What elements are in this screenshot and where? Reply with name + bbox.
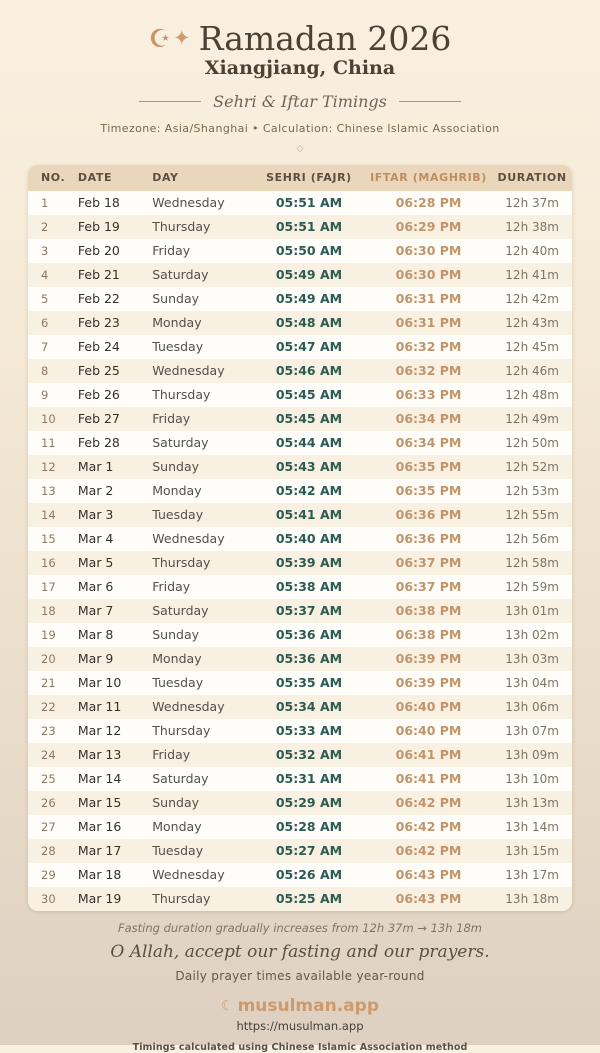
row-day: Saturday: [152, 771, 209, 787]
table-row: [28, 575, 572, 599]
row-iftar-time: 06:35 PM: [395, 483, 462, 499]
row-date: Feb 18: [77, 195, 120, 211]
row-number: 19: [41, 627, 56, 642]
table-row: [28, 359, 572, 383]
table-body: [28, 191, 572, 911]
row-date: Mar 15: [77, 795, 122, 811]
row-number: 28: [41, 843, 56, 858]
row-number: 8: [41, 363, 49, 378]
diamond-ornament-icon: ◇: [296, 143, 304, 154]
row-number: 22: [41, 699, 56, 714]
table-header-row: [28, 165, 572, 191]
row-date: Mar 3: [77, 507, 114, 523]
table-row: [28, 383, 572, 407]
row-number: 23: [41, 723, 56, 738]
row-date: Mar 14: [77, 771, 122, 787]
brand-name: musulman.app: [237, 995, 379, 1016]
row-date: Mar 10: [77, 675, 122, 691]
row-sehri-time: 05:51 AM: [275, 219, 343, 235]
page-title: Ramadan 2026: [198, 19, 452, 58]
dua-text: O Allah, accept our fasting and our prayers.: [110, 941, 490, 962]
row-date: Mar 19: [77, 891, 122, 907]
row-duration: 13h 06m: [505, 699, 559, 714]
row-date: Feb 25: [77, 363, 120, 379]
table-row: [28, 671, 572, 695]
row-number: 16: [41, 555, 56, 570]
row-number: 12: [41, 459, 56, 474]
row-number: 17: [41, 579, 56, 594]
row-day: Monday: [152, 483, 202, 499]
row-duration: 12h 55m: [505, 507, 559, 522]
row-number: 11: [41, 435, 56, 450]
row-number: 29: [41, 867, 56, 882]
row-duration: 12h 37m: [505, 195, 559, 210]
row-number: 5: [41, 291, 49, 306]
row-day: Friday: [152, 243, 191, 259]
row-iftar-time: 06:41 PM: [395, 771, 462, 787]
four-point-star-icon: ✦: [173, 26, 191, 50]
row-duration: 12h 50m: [505, 435, 559, 450]
table-row: [28, 455, 572, 479]
row-date: Mar 11: [77, 699, 122, 715]
table-row: [28, 767, 572, 791]
row-day: Saturday: [152, 435, 209, 451]
row-date: Feb 21: [77, 267, 120, 283]
row-number: 15: [41, 531, 56, 546]
row-day: Thursday: [152, 387, 211, 403]
row-duration: 12h 38m: [505, 219, 559, 234]
row-iftar-time: 06:31 PM: [395, 315, 462, 331]
row-number: 9: [41, 387, 49, 402]
row-date: Feb 20: [77, 243, 120, 259]
star-and-crescent-icon: ☪: [148, 24, 172, 53]
row-iftar-time: 06:39 PM: [395, 651, 462, 667]
row-day: Sunday: [152, 795, 200, 811]
row-day: Wednesday: [152, 867, 225, 883]
row-duration: 12h 45m: [505, 339, 559, 354]
subtitle: Sehri & Iftar Timings: [213, 91, 387, 111]
row-duration: 13h 04m: [505, 675, 559, 690]
row-day: Monday: [152, 315, 202, 331]
row-date: Mar 4: [77, 531, 114, 547]
table-head: [28, 165, 572, 191]
page-footer: [0, 921, 600, 1053]
table-row: [28, 479, 572, 503]
row-day: Saturday: [152, 603, 209, 619]
table-row: [28, 263, 572, 287]
row-date: Mar 2: [77, 483, 114, 499]
row-date: Mar 1: [77, 459, 114, 475]
row-duration: 12h 48m: [505, 387, 559, 402]
row-iftar-time: 06:41 PM: [395, 747, 462, 763]
row-duration: 12h 52m: [505, 459, 559, 474]
row-date: Mar 18: [77, 867, 122, 883]
row-date: Feb 26: [77, 387, 120, 403]
row-duration: 12h 56m: [505, 531, 559, 546]
table-row: [28, 695, 572, 719]
row-duration: 12h 41m: [505, 267, 559, 282]
row-sehri-time: 05:45 AM: [275, 387, 343, 403]
row-number: 18: [41, 603, 56, 618]
row-duration: 12h 58m: [505, 555, 559, 570]
page-header: [0, 0, 600, 154]
row-number: 21: [41, 675, 56, 690]
col-header-no: NO.: [28, 165, 78, 191]
row-day: Friday: [152, 411, 191, 427]
crescent-moon-icon: ☾: [221, 997, 234, 1014]
row-number: 27: [41, 819, 56, 834]
row-sehri-time: 05:42 AM: [275, 483, 343, 499]
row-day: Monday: [152, 819, 202, 835]
row-number: 25: [41, 771, 56, 786]
row-duration: 13h 02m: [505, 627, 559, 642]
row-number: 1: [41, 195, 49, 210]
col-header-iftar: IFTAR (MAGHRIB): [365, 165, 493, 191]
table-row: [28, 863, 572, 887]
row-iftar-time: 06:36 PM: [395, 531, 462, 547]
row-iftar-time: 06:31 PM: [395, 291, 462, 307]
row-iftar-time: 06:30 PM: [395, 243, 462, 259]
row-duration: 13h 10m: [505, 771, 559, 786]
divider-line-left: [139, 101, 201, 102]
row-day: Wednesday: [152, 699, 225, 715]
row-sehri-time: 05:32 AM: [275, 747, 343, 763]
row-date: Mar 13: [77, 747, 122, 763]
row-day: Friday: [152, 579, 191, 595]
table-row: [28, 551, 572, 575]
table-row: [28, 311, 572, 335]
row-sehri-time: 05:39 AM: [275, 555, 343, 571]
row-duration: 12h 53m: [505, 483, 559, 498]
row-day: Thursday: [152, 891, 211, 907]
row-iftar-time: 06:34 PM: [395, 411, 462, 427]
col-header-sehri: SEHRI (FAJR): [253, 165, 365, 191]
divider-line-right: [399, 101, 461, 102]
row-iftar-time: 06:42 PM: [395, 843, 462, 859]
row-sehri-time: 05:35 AM: [275, 675, 343, 691]
row-sehri-time: 05:49 AM: [275, 267, 343, 283]
row-iftar-time: 06:40 PM: [395, 699, 462, 715]
row-date: Mar 8: [77, 627, 114, 643]
row-iftar-time: 06:36 PM: [395, 507, 462, 523]
row-day: Thursday: [152, 723, 211, 739]
brand-link[interactable]: [0, 996, 600, 1016]
row-iftar-time: 06:42 PM: [395, 819, 462, 835]
row-number: 4: [41, 267, 49, 282]
row-date: Mar 7: [77, 603, 114, 619]
row-iftar-time: 06:43 PM: [395, 867, 462, 883]
table-row: [28, 815, 572, 839]
row-duration: 12h 42m: [505, 291, 559, 306]
row-date: Mar 16: [77, 819, 122, 835]
row-sehri-time: 05:40 AM: [275, 531, 343, 547]
row-sehri-time: 05:50 AM: [275, 243, 343, 259]
row-iftar-time: 06:39 PM: [395, 675, 462, 691]
col-header-duration: DURATION: [492, 165, 572, 191]
calculation-method-note: Timings calculated using Chinese Islamic Association method: [132, 1041, 468, 1053]
row-sehri-time: 05:26 AM: [275, 867, 343, 883]
row-date: Feb 19: [77, 219, 120, 235]
row-day: Sunday: [152, 627, 200, 643]
row-sehri-time: 05:34 AM: [275, 699, 343, 715]
table-row: [28, 599, 572, 623]
col-header-day: DAY: [152, 165, 253, 191]
row-duration: 13h 01m: [505, 603, 559, 618]
row-day: Friday: [152, 747, 191, 763]
row-iftar-time: 06:38 PM: [395, 603, 462, 619]
row-day: Wednesday: [152, 363, 225, 379]
row-iftar-time: 06:42 PM: [395, 795, 462, 811]
row-day: Tuesday: [152, 507, 204, 523]
row-date: Feb 27: [77, 411, 120, 427]
row-iftar-time: 06:28 PM: [395, 195, 462, 211]
row-sehri-time: 05:45 AM: [275, 411, 343, 427]
row-sehri-time: 05:37 AM: [275, 603, 343, 619]
row-number: 10: [41, 411, 56, 426]
table-row: [28, 407, 572, 431]
row-date: Feb 22: [77, 291, 120, 307]
row-number: 30: [41, 891, 56, 906]
row-number: 24: [41, 747, 56, 762]
row-sehri-time: 05:48 AM: [275, 315, 343, 331]
row-sehri-time: 05:43 AM: [275, 459, 343, 475]
availability-text: Daily prayer times available year-round: [175, 968, 425, 983]
row-number: 14: [41, 507, 56, 522]
row-day: Wednesday: [152, 195, 225, 211]
row-iftar-time: 06:29 PM: [395, 219, 462, 235]
row-date: Mar 12: [77, 723, 122, 739]
table-row: [28, 887, 572, 911]
row-iftar-time: 06:32 PM: [395, 339, 462, 355]
row-sehri-time: 05:49 AM: [275, 291, 343, 307]
row-sehri-time: 05:44 AM: [275, 435, 343, 451]
row-duration: 13h 13m: [505, 795, 559, 810]
row-duration: 13h 07m: [505, 723, 559, 738]
row-duration: 13h 03m: [505, 651, 559, 666]
row-date: Mar 5: [77, 555, 114, 571]
row-date: Mar 6: [77, 579, 114, 595]
row-iftar-time: 06:38 PM: [395, 627, 462, 643]
table-row: [28, 527, 572, 551]
row-day: Sunday: [152, 459, 200, 475]
row-day: Wednesday: [152, 531, 225, 547]
row-iftar-time: 06:30 PM: [395, 267, 462, 283]
row-iftar-time: 06:33 PM: [395, 387, 462, 403]
row-sehri-time: 05:28 AM: [275, 819, 343, 835]
table-row: [28, 191, 572, 215]
row-duration: 12h 43m: [505, 315, 559, 330]
row-number: 2: [41, 219, 49, 234]
row-sehri-time: 05:27 AM: [275, 843, 343, 859]
row-number: 20: [41, 651, 56, 666]
row-date: Mar 9: [77, 651, 114, 667]
row-sehri-time: 05:46 AM: [275, 363, 343, 379]
table-row: [28, 431, 572, 455]
row-iftar-time: 06:43 PM: [395, 891, 462, 907]
duration-note: Fasting duration gradually increases from 12h 37m → 13h 18m: [117, 920, 483, 935]
timezone-calculation-meta: Timezone: Asia/Shanghai • Calculation: Chinese Islamic Association: [100, 121, 500, 135]
row-duration: 13h 14m: [505, 819, 559, 834]
row-day: Monday: [152, 651, 202, 667]
row-sehri-time: 05:41 AM: [275, 507, 343, 523]
table-row: [28, 719, 572, 743]
row-duration: 12h 40m: [505, 243, 559, 258]
row-day: Thursday: [152, 555, 211, 571]
row-duration: 12h 46m: [505, 363, 559, 378]
row-sehri-time: 05:25 AM: [275, 891, 343, 907]
row-duration: 13h 09m: [505, 747, 559, 762]
table-row: [28, 839, 572, 863]
row-iftar-time: 06:37 PM: [395, 555, 462, 571]
row-day: Tuesday: [152, 339, 204, 355]
row-duration: 12h 49m: [505, 411, 559, 426]
row-iftar-time: 06:35 PM: [395, 459, 462, 475]
timings-table-card: [28, 165, 572, 911]
row-duration: 12h 59m: [505, 579, 559, 594]
table-row: [28, 791, 572, 815]
col-header-date: DATE: [78, 165, 152, 191]
row-duration: 13h 18m: [505, 891, 559, 906]
row-sehri-time: 05:51 AM: [275, 195, 343, 211]
table-row: [28, 503, 572, 527]
timings-table: [28, 165, 572, 911]
table-row: [28, 623, 572, 647]
row-number: 7: [41, 339, 49, 354]
row-date: Feb 28: [77, 435, 120, 451]
row-number: 26: [41, 795, 56, 810]
row-number: 13: [41, 483, 56, 498]
row-sehri-time: 05:33 AM: [275, 723, 343, 739]
row-sehri-time: 05:47 AM: [275, 339, 343, 355]
row-day: Tuesday: [152, 843, 204, 859]
table-row: [28, 287, 572, 311]
row-day: Tuesday: [152, 675, 204, 691]
row-sehri-time: 05:38 AM: [275, 579, 343, 595]
row-sehri-time: 05:36 AM: [275, 651, 343, 667]
row-duration: 13h 17m: [505, 867, 559, 882]
row-date: Feb 23: [77, 315, 120, 331]
row-number: 6: [41, 315, 49, 330]
table-row: [28, 335, 572, 359]
row-day: Sunday: [152, 291, 200, 307]
row-date: Feb 24: [77, 339, 120, 355]
row-date: Mar 17: [77, 843, 122, 859]
row-day: Saturday: [152, 267, 209, 283]
row-iftar-time: 06:34 PM: [395, 435, 462, 451]
row-sehri-time: 05:29 AM: [275, 795, 343, 811]
row-number: 3: [41, 243, 49, 258]
table-row: [28, 239, 572, 263]
table-row: [28, 215, 572, 239]
row-sehri-time: 05:36 AM: [275, 627, 343, 643]
row-duration: 13h 15m: [505, 843, 559, 858]
subtitle-divider: [0, 92, 600, 111]
brand-url[interactable]: https://musulman.app: [236, 1018, 364, 1033]
row-iftar-time: 06:40 PM: [395, 723, 462, 739]
row-iftar-time: 06:32 PM: [395, 363, 462, 379]
table-row: [28, 743, 572, 767]
row-sehri-time: 05:31 AM: [275, 771, 343, 787]
table-row: [28, 647, 572, 671]
row-iftar-time: 06:37 PM: [395, 579, 462, 595]
row-day: Thursday: [152, 219, 211, 235]
location-title: Xiangjiang, China: [204, 56, 396, 79]
page-title-row: [0, 19, 600, 58]
